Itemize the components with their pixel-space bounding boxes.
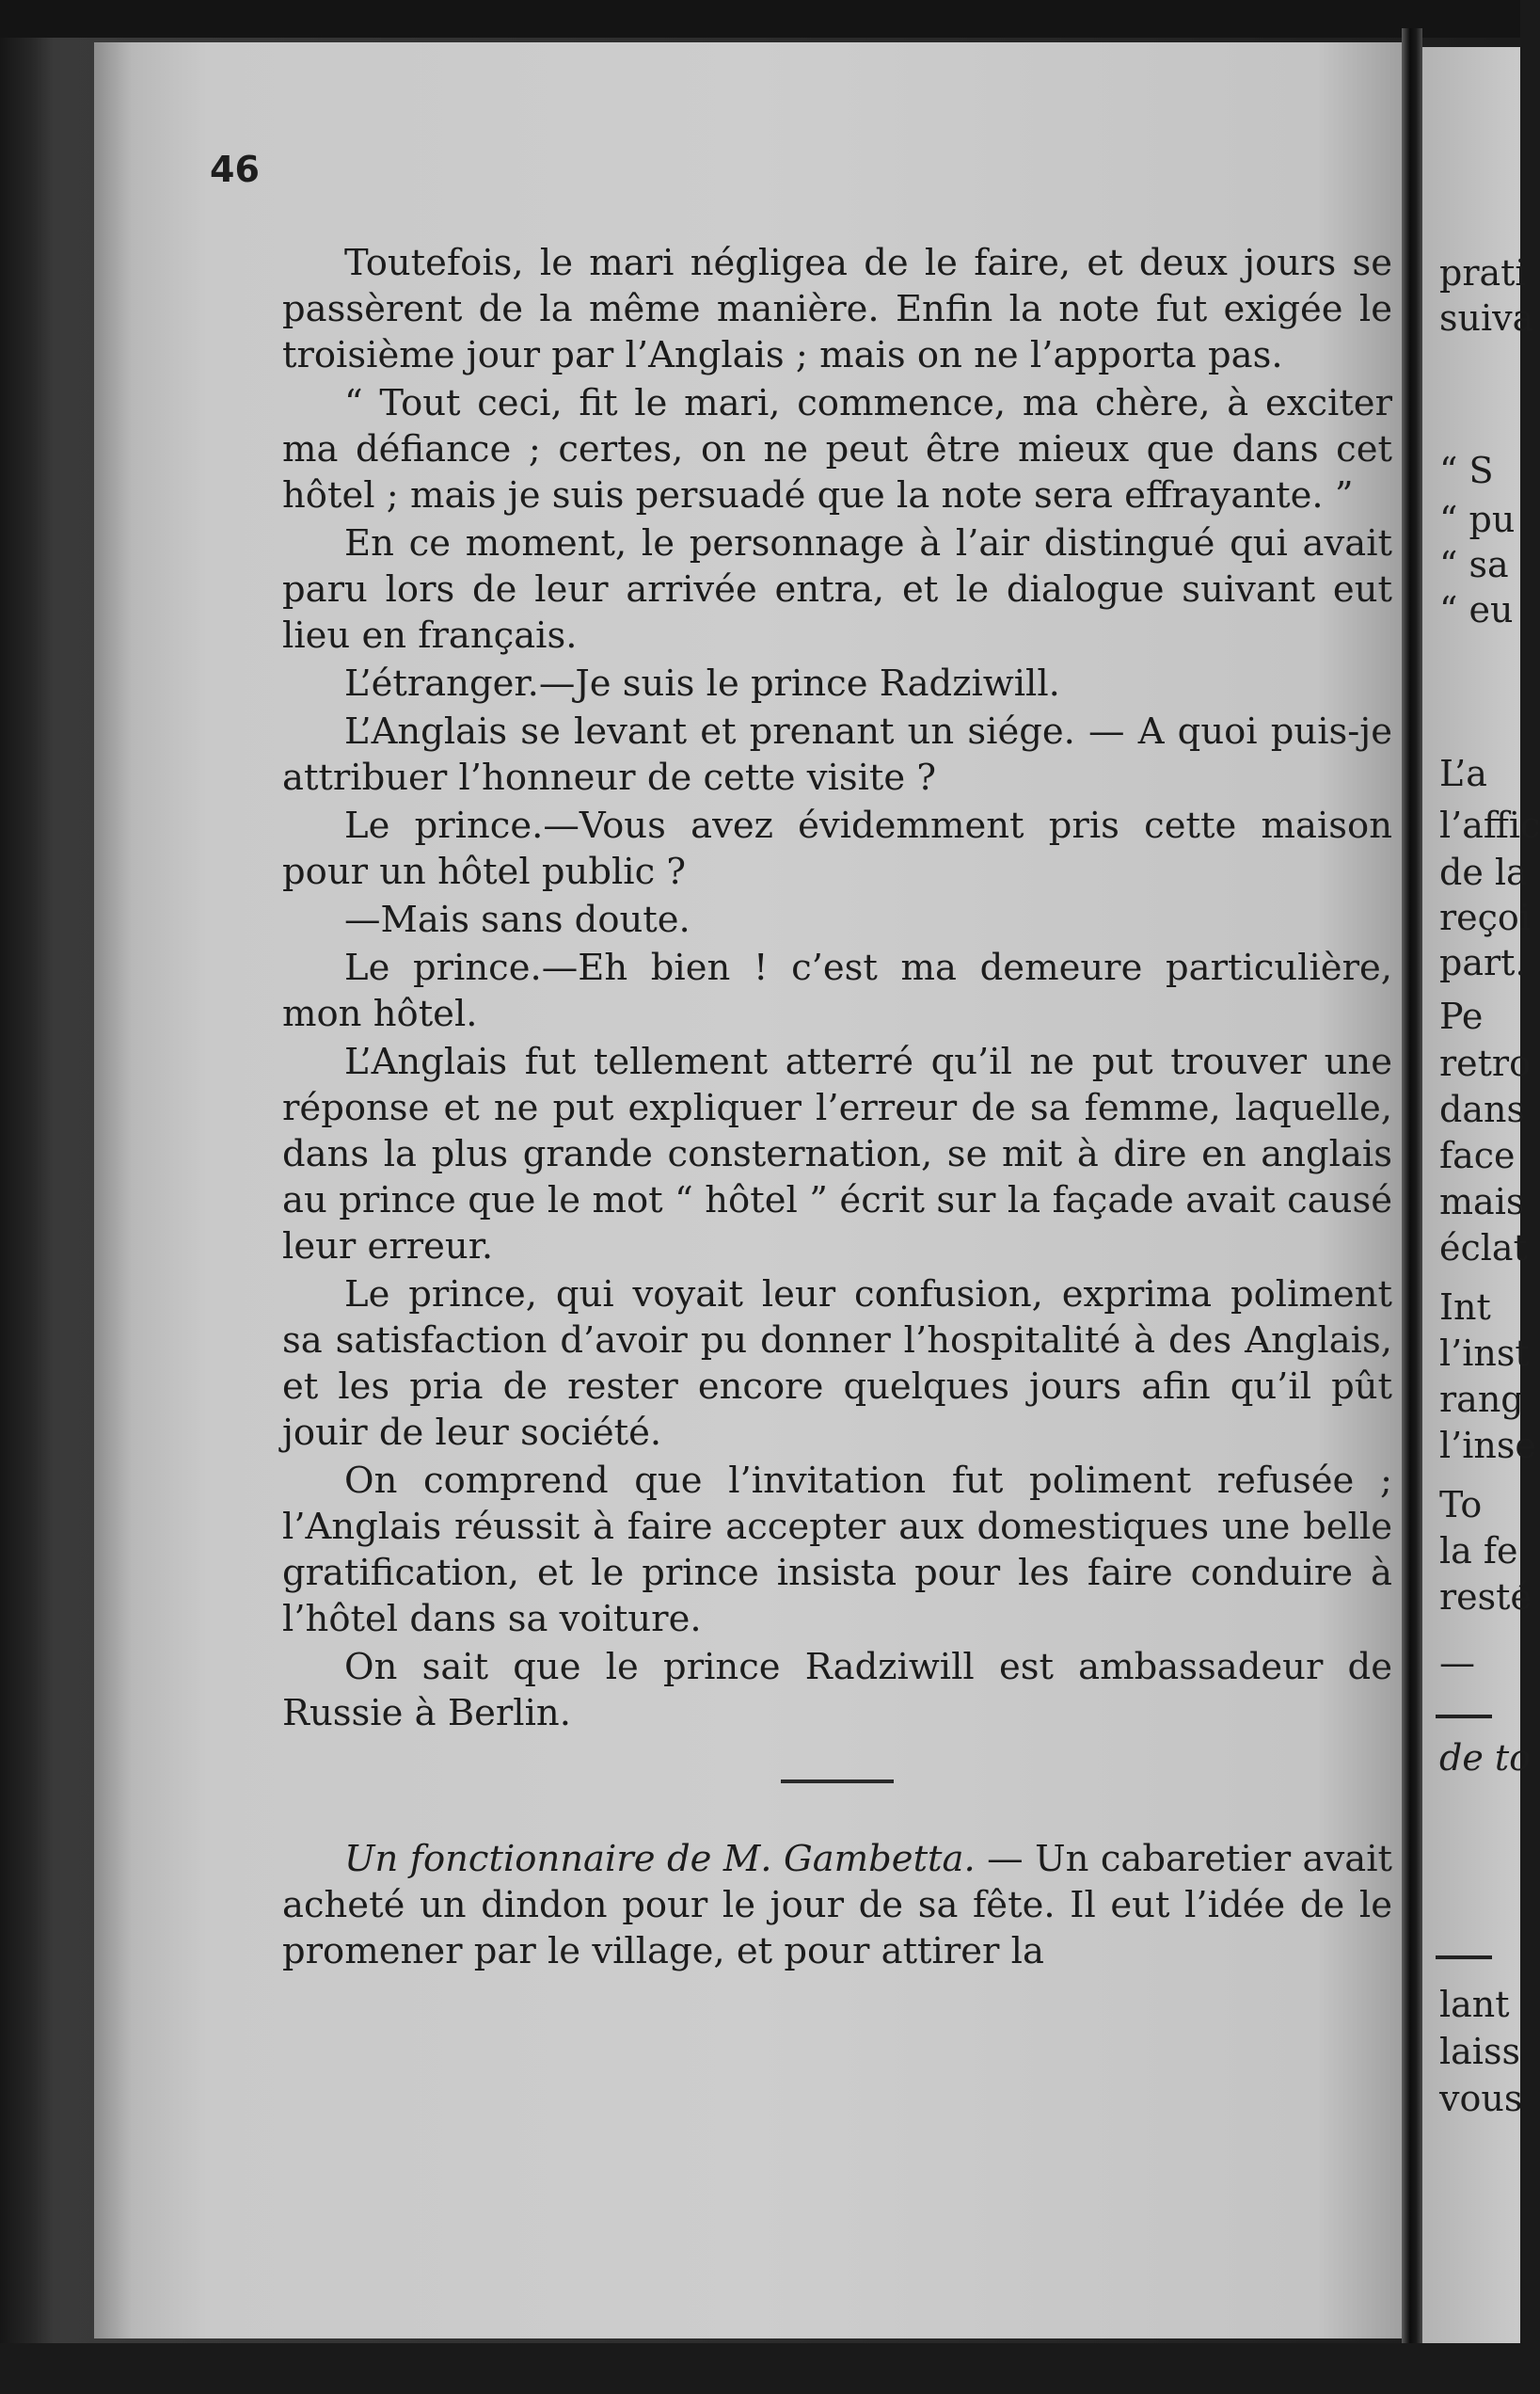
- facing-page-rule: [1436, 1715, 1492, 1718]
- facing-page-fragment: de to: [1439, 1737, 1532, 1779]
- paragraph: Le prince.—Vous avez évidemment pris cette maison pour un hôtel public ?: [282, 805, 1392, 893]
- facing-page-fragment: reçoi: [1439, 897, 1531, 938]
- facing-page-fragment: “ sa: [1439, 544, 1509, 585]
- facing-page-fragment: resté: [1439, 1576, 1532, 1618]
- facing-page-fragment: laiss: [1439, 2031, 1520, 2072]
- facing-page-fragment: prati: [1439, 252, 1527, 294]
- paragraph: Le prince.—Eh bien ! c’est ma demeure particulière, mon hôtel.: [282, 947, 1392, 1035]
- scan-top-edge: [0, 0, 1520, 38]
- paragraph: L’étranger.—Je suis le prince Radziwill.: [344, 662, 1060, 705]
- paragraph: —Mais sans doute.: [344, 899, 691, 941]
- scan-bottom-edge: [0, 2343, 1520, 2394]
- page-body: [282, 240, 1392, 1976]
- facing-page-rule: [1436, 1955, 1492, 1959]
- facing-page-fragment: retro: [1439, 1043, 1531, 1084]
- facing-page-fragment: dans: [1439, 1089, 1525, 1130]
- facing-page-fragment: L’a: [1439, 753, 1487, 794]
- facing-page-fragment: part.: [1439, 942, 1527, 983]
- facing-page-fragment: face: [1439, 1135, 1516, 1176]
- paragraph: On comprend que l’invitation fut poliment refusée ; l’Anglais réussit à faire accepter aux domestiques une belle gratification, et le prince insista pour les faire conduire à l’hôtel dans sa voiture.: [282, 1460, 1392, 1640]
- facing-page-fragment: mais: [1439, 1181, 1525, 1222]
- facing-page-fragment: l’inst: [1439, 1333, 1530, 1374]
- facing-page-fragment: lant: [1439, 1984, 1510, 2025]
- facing-page-fragment: To: [1439, 1484, 1483, 1525]
- anecdote-paragraph: [282, 1836, 1392, 1974]
- page-number: 46: [210, 149, 260, 190]
- paragraph: “ Tout ceci, fit le mari, commence, ma chère, à exciter ma défiance ; certes, on ne peut être mieux que dans cet hôtel ; mais je suis persuadé que la note sera effrayante. ”: [282, 382, 1392, 517]
- anecdote-title: Un fonctionnaire de M. Gambetta.: [344, 1838, 976, 1880]
- facing-page-fragment: “ S: [1439, 450, 1494, 491]
- facing-page-fragment: suiva: [1439, 297, 1534, 339]
- facing-page-fragment: éclat: [1439, 1227, 1528, 1269]
- anecdote-text: — Un cabaretier avait acheté un dindon pour le jour de sa fête. Il eut l’idée de le promener par le village, et pour attirer la: [282, 1838, 1392, 1972]
- facing-page-fragment: vous: [1439, 2078, 1523, 2119]
- paragraph: En ce moment, le personnage à l’air distingué qui avait paru lors de leur arrivée entra, et le dialogue suivant eut lieu en français.: [282, 522, 1392, 657]
- facing-page-fragment: l’affic: [1439, 805, 1540, 846]
- paragraph: L’Anglais fut tellement atterré qu’il ne put trouver une réponse et ne put expliquer l’erreur de sa femme, laquelle, dans la plus grande consternation, se mit à dire en anglais au prince que le mot “ hôtel ” écrit sur la façade avait causé leur erreur.: [282, 1041, 1392, 1268]
- paragraph: Toutefois, le mari négligea de le faire, et deux jours se passèrent de la même manière. Enfin la note fut exigée le troisième jour par l’Anglais ; mais on ne l’apporta pas.: [282, 242, 1392, 376]
- facing-page-fragment: —: [1439, 1642, 1475, 1684]
- facing-page-fragment: rang: [1439, 1379, 1524, 1420]
- facing-page-fragment: la fe: [1439, 1530, 1518, 1572]
- paragraph: On sait que le prince Radziwill est ambassadeur de Russie à Berlin.: [282, 1646, 1392, 1734]
- facing-page-fragment: Int: [1439, 1286, 1491, 1328]
- facing-page-fragment: l’inse: [1439, 1425, 1536, 1466]
- facing-page-fragment: “ eu: [1439, 589, 1514, 630]
- paragraph: L’Anglais se levant et prenant un siége. — A quoi puis-je attribuer l’honneur de cette visite ?: [282, 710, 1392, 799]
- paragraph: Le prince, qui voyait leur confusion, exprima poliment sa satisfaction d’avoir pu donner l’hospitalité à des Anglais, et les pria de rester encore quelques jours afin qu’il pût jouir de leur société.: [282, 1273, 1392, 1454]
- book-gutter: [1402, 28, 1422, 2362]
- facing-page-fragment: “ pu: [1439, 499, 1516, 540]
- facing-page-fragment: Pe: [1439, 996, 1484, 1037]
- facing-page-fragment: de la: [1439, 852, 1528, 893]
- section-divider: [781, 1780, 894, 1783]
